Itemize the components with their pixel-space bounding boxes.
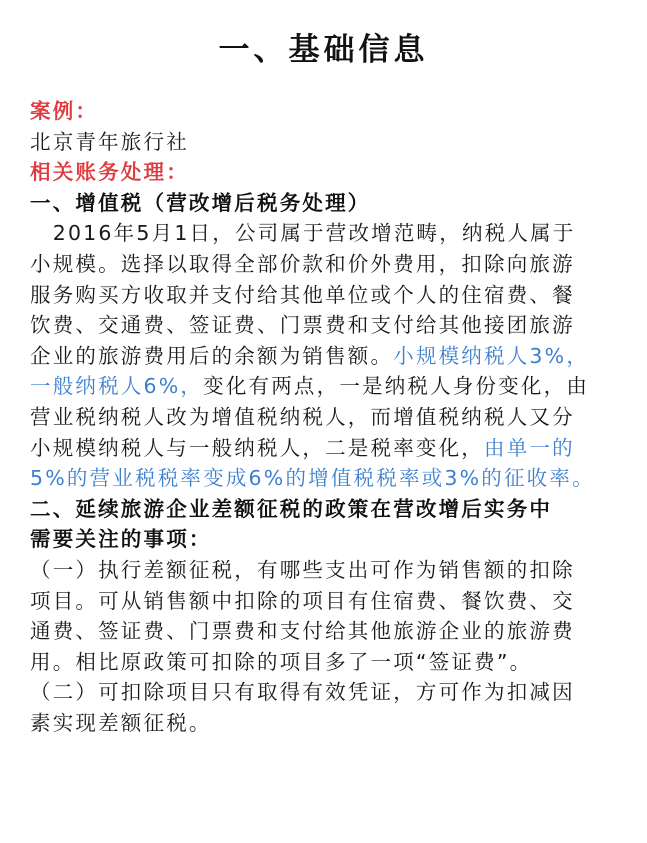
- text-segment: 变化有两点，一是纳税人身份变化，由: [203, 374, 590, 399]
- paragraph-line: [30, 371, 630, 402]
- text-segment: 小规模纳税人与一般纳税人，二是税率变化，: [30, 435, 484, 460]
- paragraph-line: 饮费、交通费、签证费、门票费和支付给其他接团旅游: [30, 313, 575, 338]
- case-label: 案例：: [30, 99, 99, 123]
- text-segment: 企业的旅游费用后的余额为销售额。: [30, 343, 394, 368]
- highlight-line: 5%的营业税税率变成6%的增值税税率或3%的征收率。: [30, 466, 595, 491]
- paragraph-line: 用。相比原政策可扣除的项目多了一项“签证费”。: [30, 649, 533, 674]
- paragraph-line: 服务购买方收取并支付给其他单位或个人的住宿费、餐: [30, 282, 575, 307]
- paragraph-line: 营业税纳税人改为增值税纳税人，而增值税纳税人又分: [30, 404, 575, 429]
- highlight-text: 一般纳税人6%，: [30, 374, 204, 399]
- case-name: 北京青年旅行社: [30, 129, 189, 154]
- paragraph-line: 项目。可从销售额中扣除的项目有住宿费、餐饮费、交: [30, 588, 575, 613]
- section2-heading: 二、延续旅游企业差额征税的政策在营改增后实务中: [30, 496, 553, 521]
- paragraph-line: （二）可扣除项目只有取得有效凭证，方可作为扣减因: [30, 680, 575, 705]
- processing-label: 相关账务处理：: [30, 160, 189, 185]
- paragraph-line: [30, 433, 630, 464]
- section1-heading: 一、增值税（营改增后税务处理）: [30, 190, 371, 215]
- section2-heading: 需要关注的事项：: [30, 527, 212, 552]
- highlight-text: 小规模纳税人3%，: [393, 343, 590, 368]
- paragraph-line: （一）执行差额征税，有哪些支出可作为销售额的扣除: [30, 557, 575, 582]
- highlight-text: 由单一的: [484, 435, 575, 460]
- page-title: 一、基础信息: [218, 32, 429, 68]
- paragraph-line: 素实现差额征税。: [30, 710, 212, 735]
- paragraph-line: 小规模。选择以取得全部价款和价外费用，扣除向旅游: [30, 251, 575, 276]
- paragraph-line: 通费、签证费、门票费和支付给其他旅游企业的旅游费: [30, 619, 575, 644]
- document-body: [30, 96, 630, 738]
- paragraph-line: 2016年5月1日，公司属于营改增范畴，纳税人属于: [30, 221, 576, 246]
- paragraph-line: [30, 341, 630, 372]
